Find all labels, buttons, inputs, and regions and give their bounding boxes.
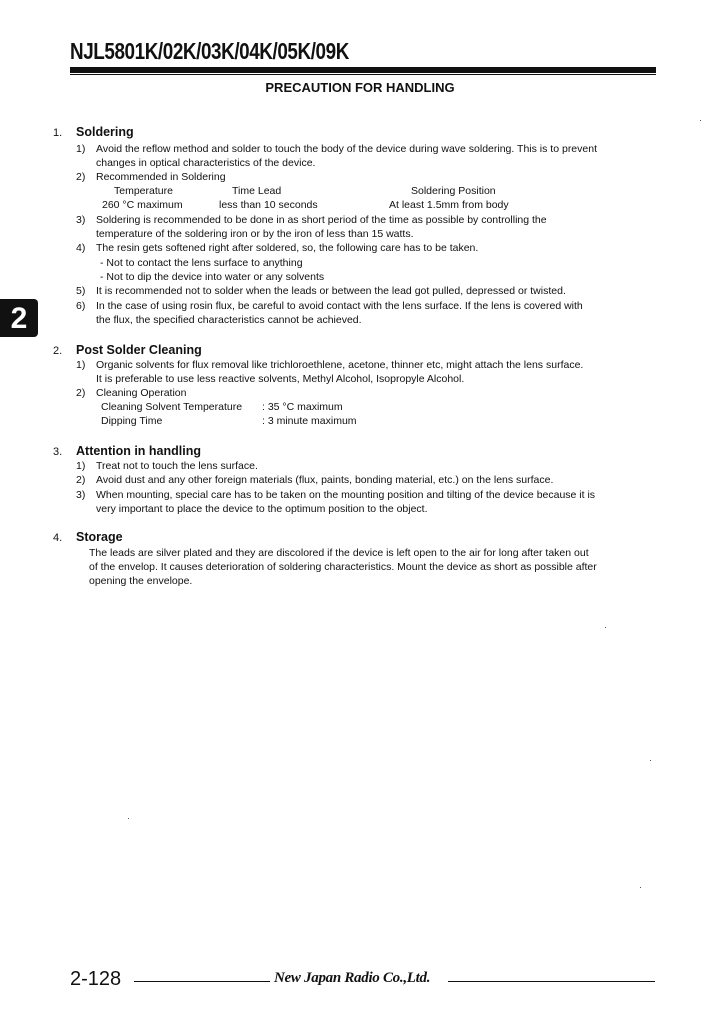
item-number: 4) — [76, 242, 86, 254]
table-value-time-lead: less than 10 seconds — [219, 199, 318, 211]
item-number: 2) — [76, 171, 86, 183]
table-value-soldering-position: At least 1.5mm from body — [389, 199, 509, 211]
text-line: It is preferable to use less reactive solvents, Methyl Alcohol, Isopropyle Alcohol. — [96, 373, 465, 385]
table-header-time-lead: Time Lead — [232, 185, 282, 197]
item-number: 2) — [76, 474, 86, 486]
text-line: Cleaning Operation — [96, 387, 187, 399]
scan-speck — [700, 120, 701, 121]
section-number: 2. — [53, 345, 63, 357]
section-title: Attention in handling — [76, 444, 201, 458]
item-number: 6) — [76, 300, 86, 312]
item-number: 5) — [76, 285, 86, 297]
section-title: Storage — [76, 530, 123, 544]
section-number: 4. — [53, 532, 63, 544]
item-number: 3) — [76, 489, 86, 501]
text-line: very important to place the device to the optimum position to the object. — [96, 503, 428, 515]
bullet-line: - Not to dip the device into water or any solvents — [100, 271, 325, 283]
scan-speck — [128, 818, 129, 819]
footer-rule-left — [134, 981, 270, 982]
table-value-temperature: 260 °C maximum — [102, 199, 183, 211]
text-line: opening the envelope. — [89, 575, 193, 587]
table-header-soldering-position: Soldering Position — [411, 185, 496, 197]
page-title: PRECAUTION FOR HANDLING — [265, 80, 455, 95]
text-line: Avoid dust and any other foreign materials (flux, paints, bonding material, etc.) on the lens surface. — [96, 474, 554, 486]
scan-speck — [640, 887, 641, 888]
scan-speck — [605, 627, 606, 628]
footer-rule-right — [448, 981, 655, 982]
section-number: 1. — [53, 127, 63, 139]
text-line: The resin gets softened right after soldered, so, the following care has to be taken. — [96, 242, 479, 254]
text-line: When mounting, special care has to be taken on the mounting position and tilting of the device because it is — [96, 489, 596, 501]
text-line: The leads are silver plated and they are discolored if the device is left open to the air for long after taken out — [89, 547, 589, 559]
text-line: the flux, the specified characteristics cannot be achieved. — [96, 314, 362, 326]
item-number: 3) — [76, 214, 86, 226]
chapter-tab: 2 — [0, 299, 38, 337]
section-title: Post Solder Cleaning — [76, 343, 202, 357]
dipping-time-value: : 3 minute maximum — [262, 415, 357, 427]
cleaning-temp-value: : 35 °C maximum — [262, 401, 343, 413]
table-header-temperature: Temperature — [114, 185, 173, 197]
text-line: Treat not to touch the lens surface. — [96, 460, 258, 472]
item-number: 2) — [76, 387, 86, 399]
text-line: Recommended in Soldering — [96, 171, 226, 183]
bullet-line: - Not to contact the lens surface to anything — [100, 257, 303, 269]
company-name: New Japan Radio Co.,Ltd. — [274, 970, 431, 986]
text-line: temperature of the soldering iron or by the iron of less than 15 watts. — [96, 228, 414, 240]
section-title: Soldering — [76, 125, 134, 139]
cleaning-temp-label: Cleaning Solvent Temperature — [101, 401, 243, 413]
text-line: changes in optical characteristics of the device. — [96, 157, 316, 169]
text-line: Organic solvents for flux removal like trichloroethlene, acetone, thinner etc, might attach the lens surface. — [96, 359, 584, 371]
part-number-title: NJL5801K/02K/03K/04K/05K/09K — [70, 38, 349, 64]
section-number: 3. — [53, 446, 63, 458]
header-rule-thick — [70, 67, 656, 73]
item-number: 1) — [76, 359, 86, 371]
page-number: 2-128 — [70, 968, 122, 990]
dipping-time-label: Dipping Time — [101, 415, 163, 427]
text-line: In the case of using rosin flux, be careful to avoid contact with the lens surface. If the lens is covered with — [96, 300, 583, 312]
scan-speck — [650, 760, 651, 761]
item-number: 1) — [76, 460, 86, 472]
text-line: Avoid the reflow method and solder to touch the body of the device during wave soldering. This is to prevent — [96, 143, 597, 155]
text-line: It is recommended not to solder when the leads or between the lead got pulled, depressed or twisted. — [96, 285, 566, 297]
item-number: 1) — [76, 143, 86, 155]
text-line: of the envelop. It causes deterioration of soldering characteristics. Mount the device as short as possible after — [89, 561, 597, 573]
text-line: Soldering is recommended to be done in as short period of the time as possible by controlling the — [96, 214, 547, 226]
header-rule-thin — [70, 74, 656, 75]
